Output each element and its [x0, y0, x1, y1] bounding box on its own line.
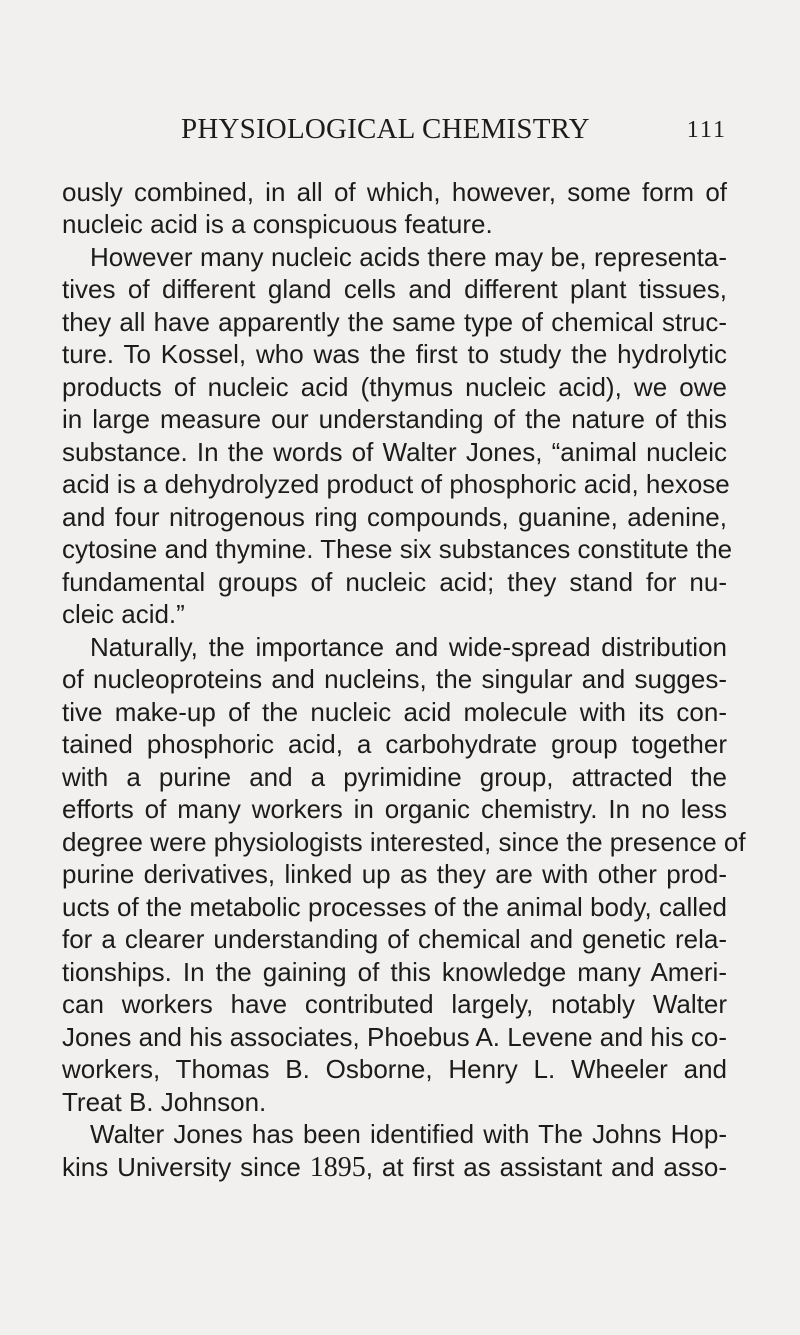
text-line: can workers have contributed largely, notably Walter [62, 989, 727, 1019]
year-numeral: 1895 [309, 1152, 366, 1183]
text-line: cleic acid.” [62, 599, 185, 629]
text-fragment: kins University since [62, 1152, 310, 1182]
text-line: they all have apparently the same type of chemical struc- [62, 307, 727, 337]
running-head [181, 113, 727, 153]
text-line: cytosine and thymine. These six substances constitute the [62, 534, 733, 564]
text-line: with a purine and a pyrimidine group, attracted the [62, 762, 727, 792]
text-line: fundamental groups of nucleic acid; they stand for nu- [62, 567, 727, 597]
text-line: ture. To Kossel, who was the first to study the hydrolytic [62, 339, 727, 369]
text-line: workers, Thomas B. Osborne, Henry L. Wheeler and [62, 1054, 727, 1084]
text-fragment: , at first as assistant and asso- [365, 1152, 728, 1182]
text-line: degree were physiologists interested, since the presence of [62, 827, 746, 857]
text-line-final [62, 1150, 727, 1184]
text-line: purine derivatives, linked up as they are with other prod- [62, 859, 727, 889]
text-line: tained phosphoric acid, a carbohydrate group together [62, 729, 727, 759]
text-line: However many nucleic acids there may be, representa- [90, 242, 727, 272]
text-line: Naturally, the importance and wide-spread distribution [90, 632, 727, 662]
text-line: tives of different gland cells and different plant tissues, [62, 274, 727, 304]
text-line: Walter Jones has been identified with The Johns Hop- [90, 1119, 727, 1149]
text-line: of nucleoproteins and nucleins, the singular and sugges- [62, 664, 727, 694]
text-line: in large measure our understanding of the nature of this [62, 404, 727, 434]
text-line: ously combined, in all of which, however, some form of [62, 177, 727, 207]
text-line: for a clearer understanding of chemical and genetic rela- [62, 924, 727, 954]
text-line: and four nitrogenous ring compounds, guanine, adenine, [62, 502, 727, 532]
text-line: Jones and his associates, Phoebus A. Levene and his co- [62, 1022, 727, 1052]
text-line: acid is a dehydrolyzed product of phosphoric acid, hexose [62, 469, 730, 499]
text-line: nucleic acid is a conspicuous feature. [62, 209, 493, 239]
text-line: Treat B. Johnson. [62, 1087, 267, 1117]
text-line: products of nucleic acid (thymus nucleic acid), we owe [62, 372, 727, 402]
text-line: substance. In the words of Walter Jones, “animal nucleic [62, 437, 727, 467]
text-line: tionships. In the gaining of this knowledge many Ameri- [62, 957, 727, 987]
text-line: tive make-up of the nucleic acid molecule with its con- [62, 697, 727, 727]
page-number: 111 [686, 117, 727, 143]
running-title: PHYSIOLOGICAL CHEMISTRY [181, 113, 590, 145]
text-line: ucts of the metabolic processes of the animal body, called [62, 892, 727, 922]
text-line: efforts of many workers in organic chemistry. In no less [62, 794, 727, 824]
